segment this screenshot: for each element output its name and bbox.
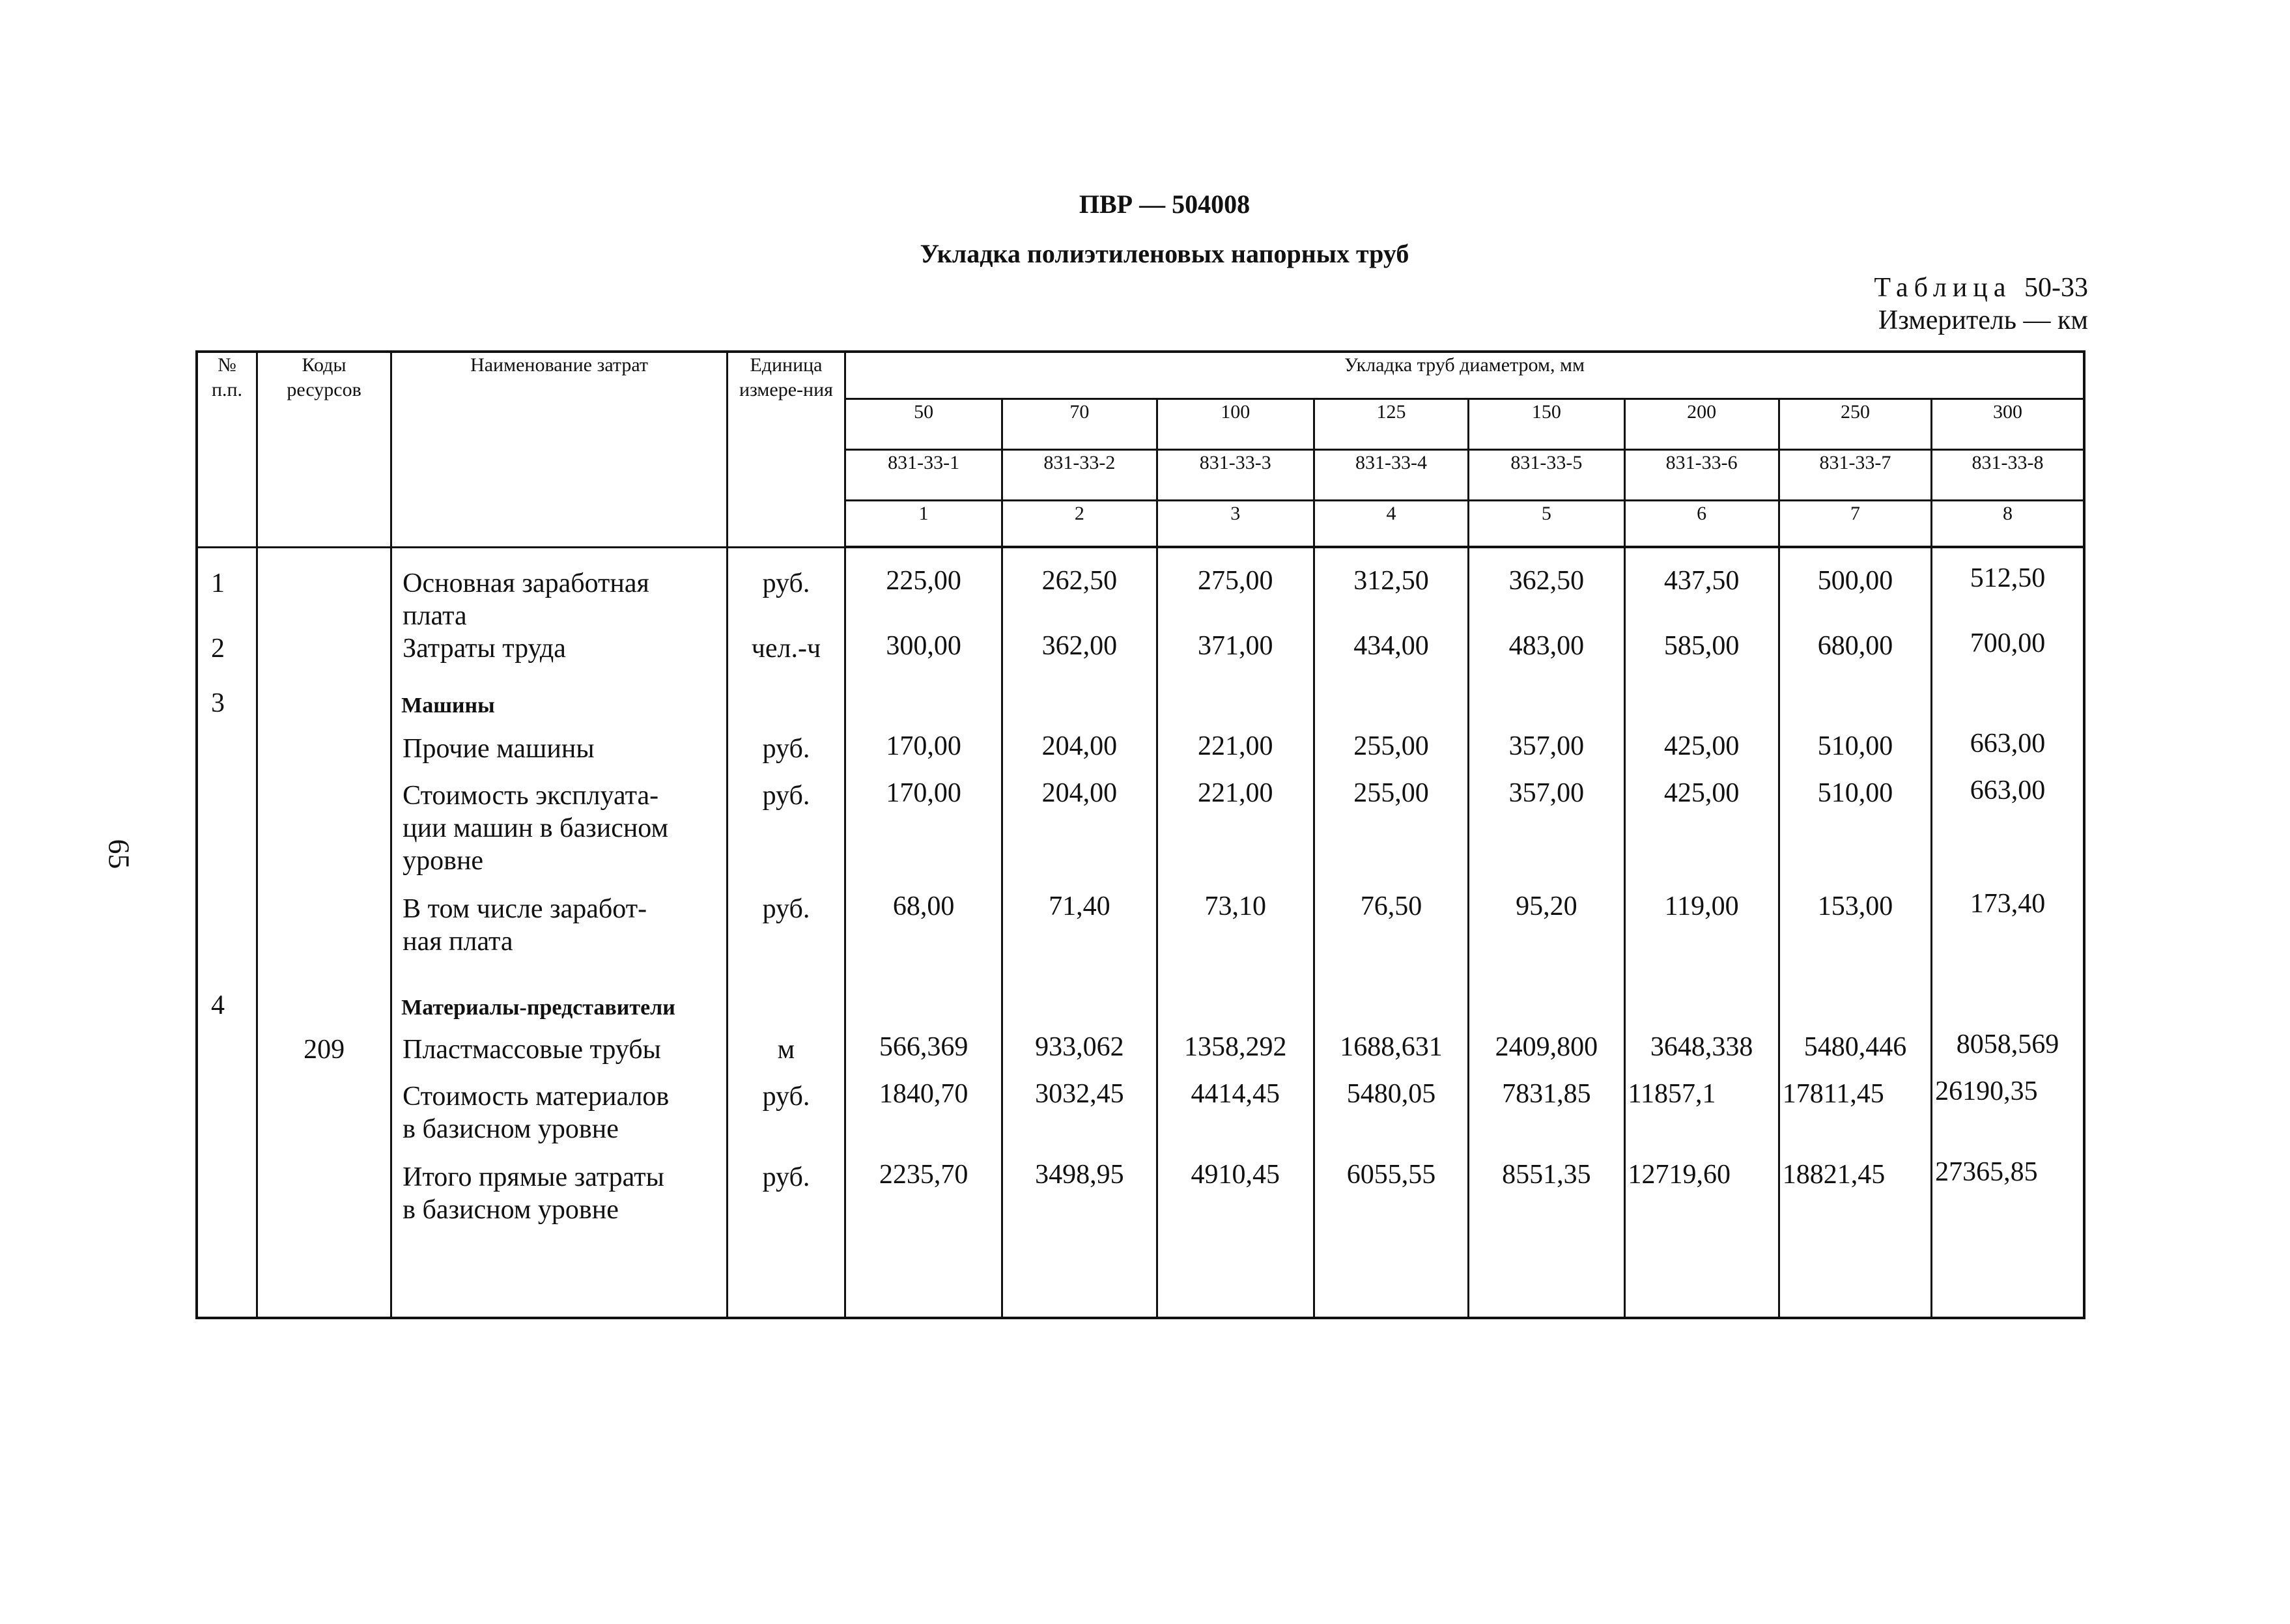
value-cell: 6055,55: [1346, 1160, 1436, 1190]
cost-name-line: ции машин в базисном: [403, 813, 669, 843]
value-cell: 933,062: [1035, 1032, 1124, 1062]
header-col-number: 1: [845, 500, 1002, 547]
value-cell: 425,00: [1663, 778, 1740, 808]
header-col-number: 5: [1469, 500, 1624, 547]
cost-name-line: Стоимость эксплуата-: [403, 780, 659, 811]
header-diameter: 150: [1469, 399, 1624, 449]
header-diameter: 200: [1624, 399, 1779, 449]
table-label: [1874, 272, 2088, 303]
page-number: 65: [102, 839, 136, 869]
header-diameter-group: Укладка труб диаметром, мм: [845, 352, 2084, 399]
value-cell: 425,00: [1663, 731, 1740, 761]
value-cell: 95,20: [1516, 891, 1577, 921]
value-cell: 437,50: [1663, 566, 1740, 596]
value-cell: 5480,446: [1803, 1032, 1907, 1062]
header-no: № п.п.: [197, 352, 257, 547]
cost-name-line: Прочие машины: [403, 733, 595, 764]
section-materials: Материалы-представители: [401, 995, 675, 1020]
value-cell: 221,00: [1197, 731, 1273, 761]
header-diameter: 125: [1314, 399, 1468, 449]
value-cell: 362,50: [1508, 566, 1585, 596]
document-code: ПВР — 504008: [1079, 189, 1251, 219]
value-cell: 76,50: [1360, 891, 1422, 921]
resource-code-column: [257, 547, 391, 1318]
section-machines: Машины: [401, 693, 495, 718]
unit-value: руб.: [762, 1162, 810, 1192]
cost-name-line: ная плата: [403, 926, 513, 957]
cost-name-line: плата: [403, 600, 467, 631]
value-cell: 500,00: [1817, 566, 1893, 596]
value-cell: 1358,292: [1183, 1032, 1287, 1062]
value-cell: 5480,05: [1346, 1079, 1436, 1109]
value-cell: 204,00: [1041, 731, 1118, 761]
unit-value: руб.: [762, 1081, 810, 1112]
header-rate-code: 831-33-6: [1624, 449, 1779, 500]
header-rate-code: 831-33-4: [1314, 449, 1468, 500]
unit-column: [727, 547, 845, 1318]
document-title: Укладка полиэтиленовых напорных труб: [920, 239, 1409, 268]
cost-name-line: В том числе заработ-: [403, 893, 647, 924]
header-diameter: 250: [1779, 399, 1931, 449]
unit-value: руб.: [762, 568, 810, 598]
value-cell: 483,00: [1508, 631, 1585, 661]
value-cell: 275,00: [1197, 566, 1273, 596]
value-column-200: [1624, 547, 1779, 1318]
value-cell: 119,00: [1664, 891, 1739, 921]
value-cell: 4414,45: [1191, 1079, 1280, 1109]
value-cell: 2409,800: [1495, 1032, 1598, 1062]
value-cell: 204,00: [1041, 778, 1118, 808]
value-cell: 18821,45: [1782, 1160, 1886, 1190]
value-cell: 12719,60: [1628, 1160, 1731, 1190]
value-cell: 255,00: [1353, 778, 1429, 808]
table-word: Таблица: [1874, 273, 2012, 303]
value-cell: 357,00: [1508, 778, 1585, 808]
value-cell: 170,00: [886, 778, 961, 808]
value-cell: 221,00: [1197, 778, 1273, 808]
value-cell: 3032,45: [1035, 1079, 1124, 1109]
value-cell: 700,00: [1970, 628, 2046, 658]
header-diameter: 50: [845, 399, 1002, 449]
value-cell: 300,00: [886, 631, 961, 661]
value-cell: 362,00: [1041, 631, 1118, 661]
value-cell: 27365,85: [1935, 1157, 2038, 1187]
value-cell: 512,50: [1970, 563, 2046, 593]
cost-name-line: в базисном уровне: [403, 1113, 619, 1144]
table-number: 50-33: [2024, 273, 2088, 303]
value-cell: 680,00: [1817, 631, 1893, 661]
value-cell: 3498,95: [1035, 1160, 1124, 1190]
header-rate-code: 831-33-2: [1002, 449, 1157, 500]
value-cell: 73,10: [1204, 891, 1266, 921]
value-cell: 1840,70: [879, 1079, 968, 1109]
cost-name-line: Затраты труда: [403, 633, 566, 664]
value-cell: 26190,35: [1935, 1076, 2038, 1106]
row-number: 2: [211, 633, 225, 664]
value-column-50: [845, 547, 1002, 1318]
value-cell: 312,50: [1353, 566, 1429, 596]
header-col-number: 4: [1314, 500, 1468, 547]
header-diameter: 70: [1002, 399, 1157, 449]
cost-name-line: Основная заработная: [403, 568, 649, 598]
value-cell: 262,50: [1041, 566, 1118, 596]
value-cell: 71,40: [1049, 891, 1110, 921]
value-cell: 566,369: [879, 1032, 968, 1062]
unit-value: м: [777, 1034, 795, 1065]
unit-value: чел.-ч: [751, 633, 821, 664]
header-rate-code: 831-33-3: [1157, 449, 1314, 500]
value-cell: 510,00: [1817, 731, 1893, 761]
value-cell: 663,00: [1970, 729, 2046, 759]
header-diameter: 300: [1932, 399, 2084, 449]
row-number: 3: [211, 688, 225, 718]
value-column-250: [1779, 547, 1931, 1318]
header-codes: Коды ресурсов: [257, 352, 391, 547]
unit-value: руб.: [762, 780, 810, 811]
header-col-number: 8: [1932, 500, 2084, 547]
header-col-number: 7: [1779, 500, 1931, 547]
header-col-number: 6: [1624, 500, 1779, 547]
value-cell: 1688,631: [1340, 1032, 1443, 1062]
header-rate-code: 831-33-5: [1469, 449, 1624, 500]
value-cell: 4910,45: [1191, 1160, 1280, 1190]
unit-value: руб.: [762, 893, 810, 924]
header-diameter: 100: [1157, 399, 1314, 449]
value-cell: 173,40: [1970, 889, 2046, 919]
resource-code: 209: [304, 1034, 345, 1065]
value-column-300: [1932, 547, 2084, 1318]
value-cell: 663,00: [1970, 776, 2046, 805]
value-cell: 357,00: [1508, 731, 1585, 761]
value-cell: 68,00: [892, 891, 955, 921]
header-col-number: 3: [1157, 500, 1314, 547]
value-cell: 8551,35: [1502, 1160, 1591, 1190]
row-number: 4: [211, 990, 225, 1020]
value-cell: 11857,1: [1628, 1079, 1716, 1109]
value-column-100: [1157, 547, 1314, 1318]
value-cell: 7831,85: [1502, 1079, 1591, 1109]
value-cell: 8058,569: [1956, 1029, 2059, 1059]
row-number: 1: [211, 568, 225, 598]
value-cell: 225,00: [886, 566, 961, 596]
cost-name-column: [391, 547, 728, 1318]
value-cell: 371,00: [1197, 631, 1273, 661]
value-cell: 255,00: [1353, 731, 1429, 761]
header-rate-code: 831-33-1: [845, 449, 1002, 500]
value-column-70: [1002, 547, 1157, 1318]
value-cell: 3648,338: [1650, 1032, 1753, 1062]
header-col-number: 2: [1002, 500, 1157, 547]
header-rate-code: 831-33-7: [1779, 449, 1931, 500]
header-name: Наименование затрат: [391, 352, 728, 547]
value-cell: 585,00: [1663, 631, 1740, 661]
value-column-125: [1314, 547, 1468, 1318]
value-cell: 510,00: [1817, 778, 1893, 808]
value-cell: 170,00: [886, 731, 961, 761]
header-rate-code: 831-33-8: [1932, 449, 2084, 500]
value-cell: 434,00: [1353, 631, 1429, 661]
cost-name-line: уровне: [403, 845, 484, 876]
cost-name-line: Пластмассовые трубы: [403, 1034, 661, 1065]
cost-name-line: Итого прямые затраты: [403, 1162, 664, 1192]
header-unit: Единица измере-ния: [727, 352, 845, 547]
cost-name-line: Стоимость материалов: [403, 1081, 670, 1112]
value-cell: 153,00: [1817, 891, 1893, 921]
measure-unit: Измеритель — км: [1878, 305, 2088, 335]
value-cell: 17811,45: [1782, 1079, 1884, 1109]
cost-name-line: в базисном уровне: [403, 1194, 619, 1225]
unit-value: руб.: [762, 733, 810, 764]
cost-table: [195, 350, 2085, 1319]
row-number-column: [197, 547, 257, 1318]
value-cell: 2235,70: [879, 1160, 968, 1190]
value-column-150: [1469, 547, 1624, 1318]
